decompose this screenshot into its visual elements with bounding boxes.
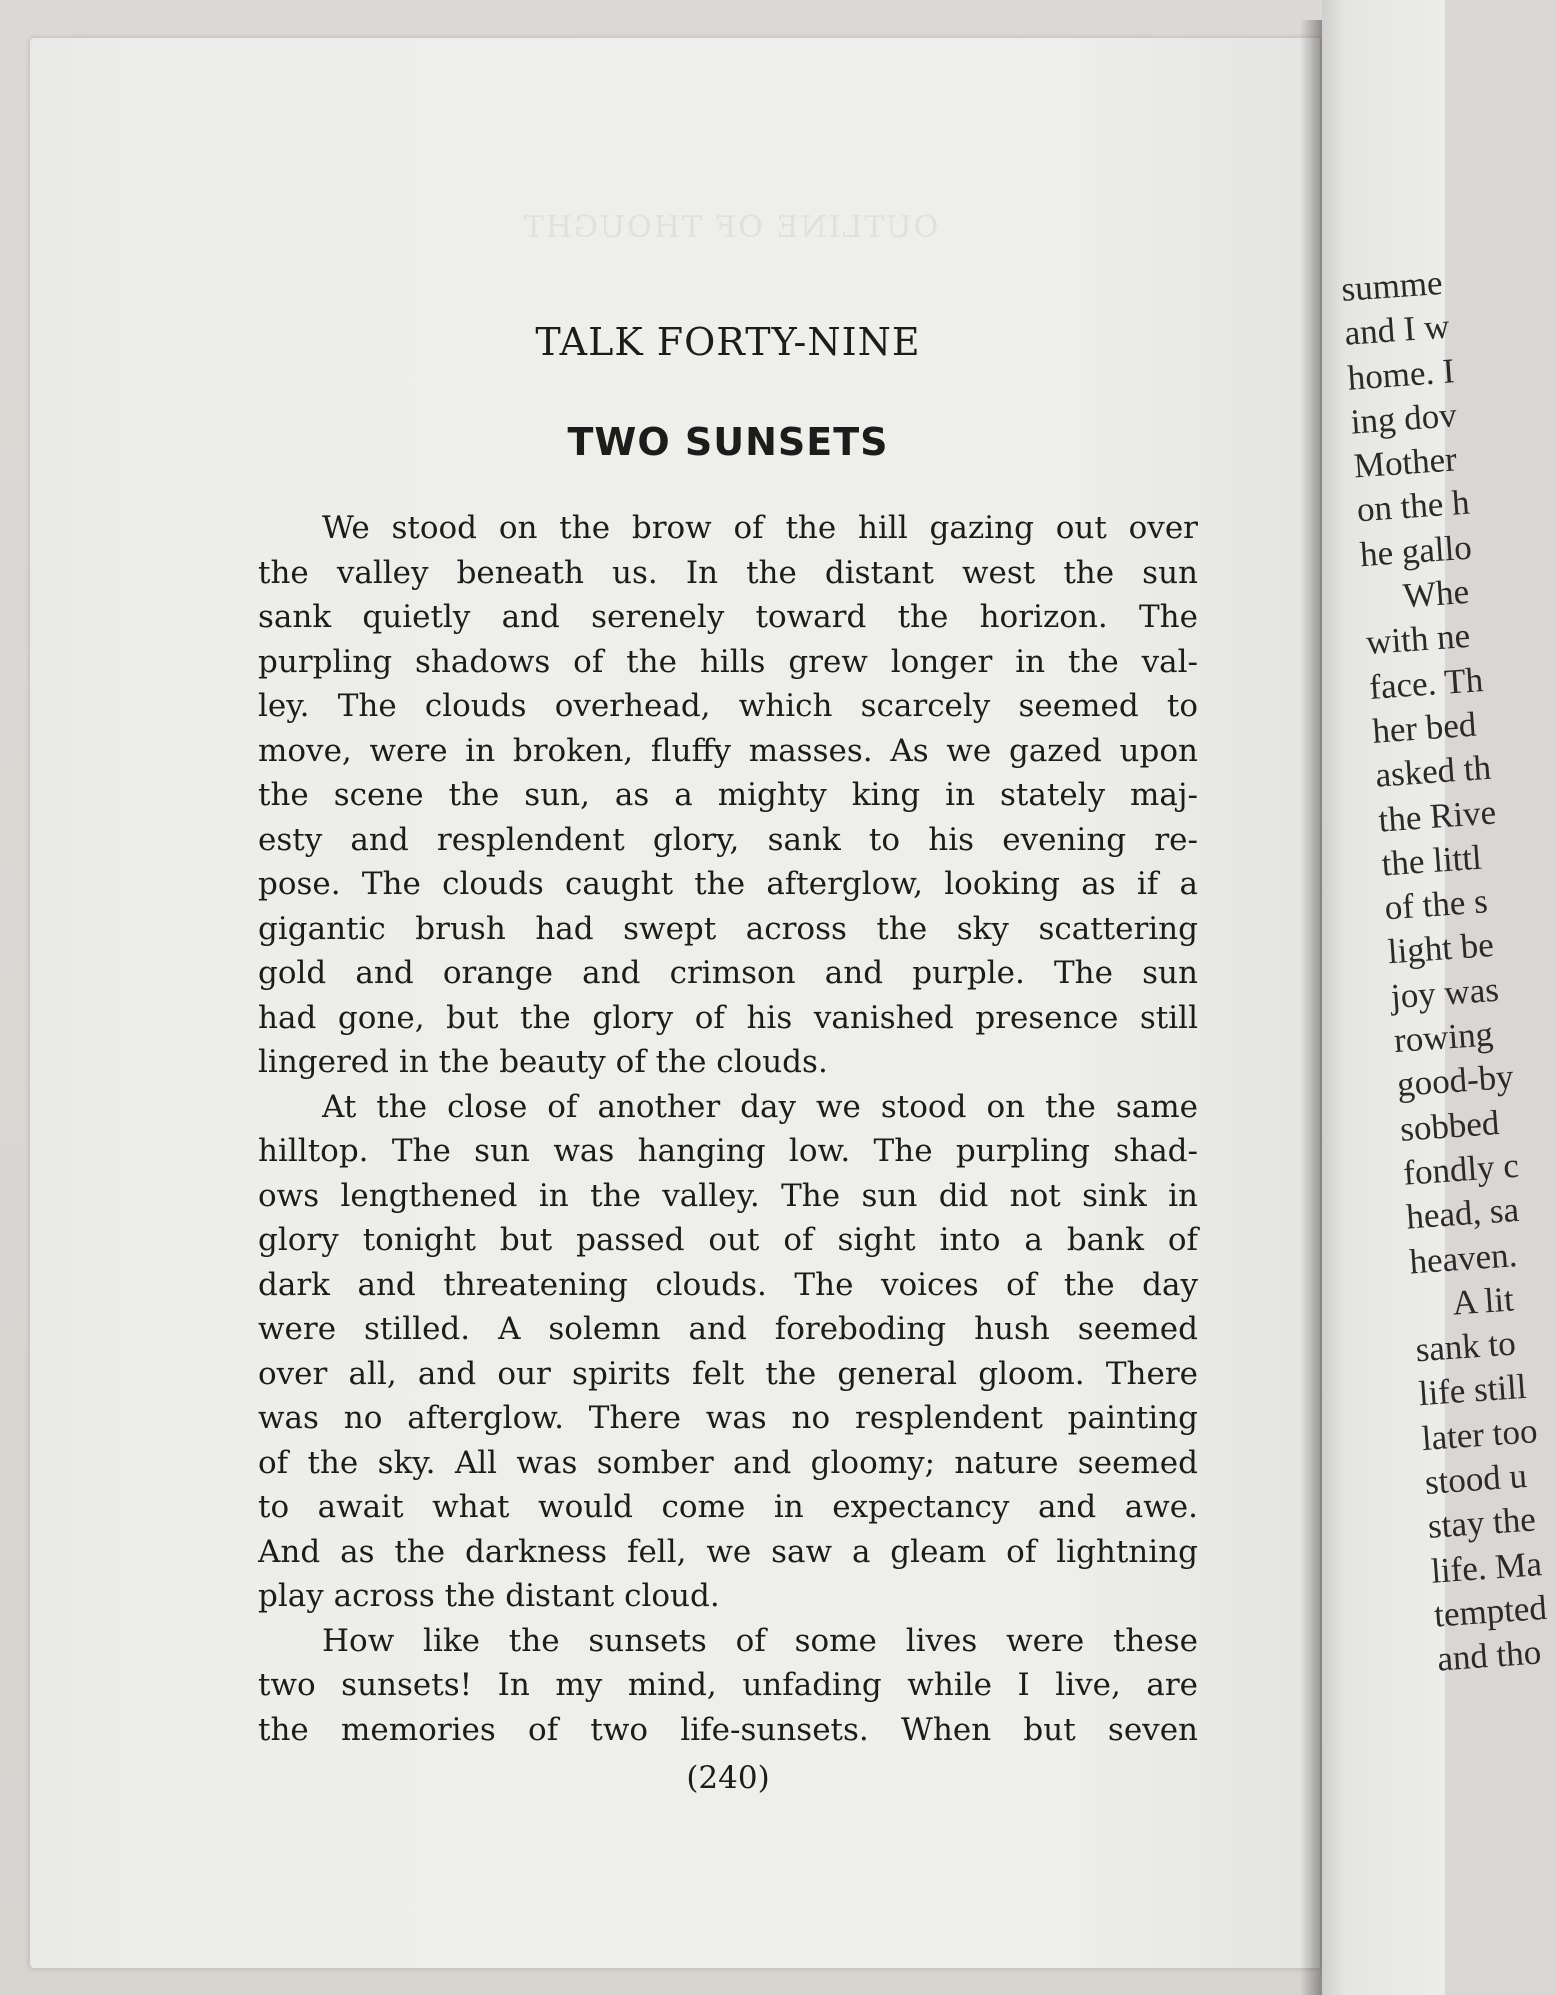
right-page-line: he gallo bbox=[1358, 527, 1473, 575]
right-page-line: heaven. bbox=[1408, 1234, 1519, 1282]
text-line: the memories of two life-sunsets. When but seven bbox=[258, 1711, 1198, 1748]
text-line: glory tonight but passed out of sight into a bank of bbox=[258, 1222, 1198, 1258]
text-line: the valley beneath us. In the distant west the sun bbox=[258, 554, 1198, 591]
text-line: was no afterglow. There was no resplendent painting bbox=[258, 1400, 1198, 1436]
page-content bbox=[258, 300, 1198, 1752]
right-page-line: stood u bbox=[1423, 1455, 1529, 1503]
right-page-line: good-by bbox=[1395, 1057, 1515, 1105]
text-line: two sunsets! In my mind, unfading while I live, are bbox=[258, 1667, 1198, 1703]
right-page-line: ing dov bbox=[1349, 395, 1458, 442]
page-number: (240) bbox=[686, 1760, 770, 1796]
text-line: And as the darkness fell, we saw a gleam of lightning bbox=[258, 1533, 1198, 1570]
right-page bbox=[1322, 0, 1549, 1995]
text-line: sank quietly and serenely toward the horizon. The bbox=[258, 599, 1198, 635]
right-page-line: her bed bbox=[1371, 704, 1478, 751]
right-page-line: joy was bbox=[1389, 969, 1500, 1016]
text-line: purpling shadows of the hills grew longer in the val- bbox=[258, 643, 1198, 680]
right-page-line: tempted bbox=[1432, 1587, 1549, 1635]
text-line: were stilled. A solemn and foreboding hush seemed bbox=[258, 1311, 1198, 1347]
right-page-line: home. I bbox=[1346, 350, 1456, 398]
text-line: move, were in broken, fluffy masses. As we gazed upon bbox=[258, 732, 1198, 769]
right-page-text bbox=[1340, 260, 1556, 1682]
paragraph-1 bbox=[258, 506, 1198, 1085]
text-line: dark and threatening clouds. The voices of the day bbox=[258, 1266, 1198, 1303]
right-page-line: A lit bbox=[1451, 1279, 1515, 1323]
right-page-line: fondly c bbox=[1401, 1145, 1521, 1193]
right-page-line: head, sa bbox=[1405, 1190, 1521, 1237]
right-page-line: and I w bbox=[1343, 306, 1451, 354]
right-page-line: light be bbox=[1386, 925, 1495, 972]
text-line: of the sky. All was somber and gloomy; nature seemed bbox=[258, 1444, 1198, 1481]
right-page-line: of the s bbox=[1383, 881, 1489, 928]
right-page-line: sobbed bbox=[1398, 1102, 1501, 1149]
right-page-line: life. Ma bbox=[1429, 1543, 1543, 1591]
text-line: At the close of another day we stood on the same bbox=[322, 1088, 1198, 1125]
right-page-line: stay the bbox=[1426, 1499, 1538, 1547]
chapter-title: TWO SUNSETS bbox=[567, 420, 889, 464]
right-page-line: rowing bbox=[1392, 1014, 1495, 1061]
paragraph-2 bbox=[258, 1085, 1198, 1619]
right-page-line: asked th bbox=[1374, 748, 1493, 795]
right-page-line: on the h bbox=[1355, 483, 1471, 530]
right-page-line: with ne bbox=[1364, 616, 1472, 663]
bleed-through-text: OUTLINE OF THOUGHT bbox=[521, 210, 939, 245]
text-line: over all, and our spirits felt the general gloom. There bbox=[258, 1355, 1198, 1392]
text-line: ley. The clouds overhead, which scarcely seemed to bbox=[258, 688, 1198, 724]
right-page-line: the Rive bbox=[1377, 792, 1498, 840]
right-page-line: Mother bbox=[1352, 439, 1459, 486]
right-page-line: later too bbox=[1420, 1410, 1539, 1458]
text-line: had gone, but the glory of his vanished presence still bbox=[258, 999, 1198, 1036]
text-line: to await what would come in expectancy and awe. bbox=[258, 1489, 1198, 1525]
text-line: How like the sunsets of some lives were these bbox=[322, 1622, 1198, 1659]
text-line: the scene the sun, as a mighty king in stately maj- bbox=[258, 777, 1198, 813]
talk-heading: TALK FORTY-NINE bbox=[535, 320, 921, 364]
right-page-line: sank to bbox=[1414, 1323, 1517, 1370]
text-line: pose. The clouds caught the afterglow, looking as if a bbox=[258, 866, 1198, 902]
text-line: ows lengthened in the valley. The sun did not sink in bbox=[258, 1177, 1198, 1214]
text-line: gigantic brush had swept across the sky scattering bbox=[258, 910, 1198, 947]
paragraph-3 bbox=[258, 1619, 1198, 1753]
right-page-line: face. Th bbox=[1367, 659, 1485, 707]
right-page-line: and tho bbox=[1435, 1632, 1543, 1679]
text-line: gold and orange and crimson and purple. The sun bbox=[258, 955, 1198, 991]
text-line: esty and resplendent glory, sank to his evening re- bbox=[258, 821, 1198, 858]
text-line: lingered in the beauty of the clouds. bbox=[258, 1044, 828, 1080]
right-page-line: the littl bbox=[1380, 837, 1483, 884]
text-line: We stood on the brow of the hill gazing out over bbox=[322, 510, 1198, 546]
right-page-line: life still bbox=[1417, 1367, 1528, 1414]
text-line: hilltop. The sun was hanging low. The purpling shad- bbox=[258, 1133, 1198, 1169]
right-page-line: Whe bbox=[1401, 571, 1471, 616]
text-line: play across the distant cloud. bbox=[258, 1578, 720, 1614]
right-page-line: summe bbox=[1340, 262, 1444, 309]
